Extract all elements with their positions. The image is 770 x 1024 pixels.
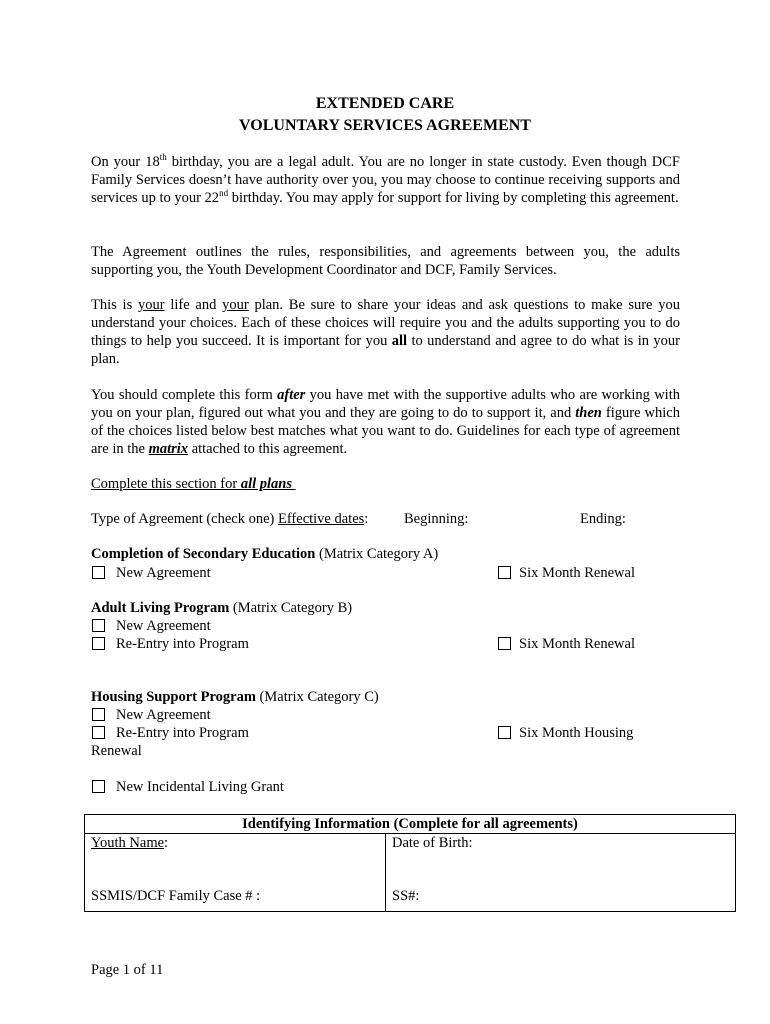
ss-number-field[interactable]: SS#: xyxy=(392,888,420,904)
program-a-new-agreement-label: New Agreement xyxy=(116,565,211,581)
program-c-reentry-checkbox[interactable] xyxy=(92,726,105,739)
date-of-birth-field[interactable]: Date of Birth: xyxy=(392,835,473,851)
program-a-six-month-renewal-checkbox[interactable] xyxy=(498,566,511,579)
program-a-new-agreement-checkbox[interactable] xyxy=(92,566,105,579)
intro-paragraph-1: On your 18th birthday, you are a legal adult. You are no longer in state custody. Even though DCF Family Services doesn’t have authority over you, you may choose to continue receiving supports and services up to your 22nd birthday. You may apply for support for living by completing this agreement. xyxy=(91,152,680,206)
program-b-heading: Adult Living Program (Matrix Category B) xyxy=(91,600,353,616)
beginning-date-label: Beginning: xyxy=(404,511,469,527)
program-c-reentry-label: Re-Entry into Program xyxy=(116,725,249,741)
incidental-living-grant-checkbox[interactable] xyxy=(92,780,105,793)
program-a-six-month-renewal-label: Six Month Renewal xyxy=(519,565,635,581)
program-c-six-month-housing-checkbox[interactable] xyxy=(498,726,511,739)
doc-title-line2: VOLUNTARY SERVICES AGREEMENT xyxy=(239,117,531,134)
table-header: Identifying Information (Complete for all agreements) xyxy=(242,816,578,832)
incidental-living-grant-label: New Incidental Living Grant xyxy=(116,779,284,795)
page-number: Page 1 of 11 xyxy=(91,962,164,978)
case-number-field[interactable]: SSMIS/DCF Family Case # : xyxy=(91,888,261,904)
intro-paragraph-4: You should complete this form after you have met with the supportive adults who are working with you on your plan, figured out what you and they are going to do to support it, and then figure which of the choices listed below best matches what you want to do. Guidelines for each type of agreement are in the matrix attached to this agreement. xyxy=(91,387,680,457)
program-b-six-month-renewal-label: Six Month Renewal xyxy=(519,636,635,652)
program-a-heading: Completion of Secondary Education (Matrix Category A) xyxy=(91,546,439,562)
intro-paragraph-2: The Agreement outlines the rules, responsibilities, and agreements between you, the adults supporting you, the Youth Development Coordinator and DCF, Family Services. xyxy=(91,244,680,278)
complete-section-heading: Complete this section for all plans xyxy=(91,476,292,492)
program-b-reentry-label: Re-Entry into Program xyxy=(116,636,249,652)
program-c-six-month-housing-label: Six Month Housing xyxy=(519,725,634,741)
program-b-six-month-renewal-checkbox[interactable] xyxy=(498,637,511,650)
program-b-reentry-checkbox[interactable] xyxy=(92,637,105,650)
program-c-new-agreement-label: New Agreement xyxy=(116,707,211,723)
agreement-type-label: Type of Agreement (check one) Effective dates: xyxy=(91,511,369,527)
identifying-information-table xyxy=(84,814,736,912)
ending-date-label: Ending: xyxy=(580,511,626,527)
program-c-new-agreement-checkbox[interactable] xyxy=(92,708,105,721)
program-b-new-agreement-checkbox[interactable] xyxy=(92,619,105,632)
program-b-new-agreement-label: New Agreement xyxy=(116,618,211,634)
program-c-heading: Housing Support Program (Matrix Category C) xyxy=(91,689,379,705)
youth-name-field[interactable]: Youth Name: xyxy=(91,835,169,851)
table-column-divider xyxy=(385,833,386,912)
intro-paragraph-3: This is your life and your plan. Be sure to share your ideas and ask questions to make sure you understand your choices. Each of these choices will require you and the adults supporting you to do things to help you succeed. It is important for you all to understand and agree to do what is in your plan. xyxy=(91,297,680,367)
program-c-renewal-label: Renewal xyxy=(91,743,142,759)
doc-title-line1: EXTENDED CARE xyxy=(315,95,455,112)
